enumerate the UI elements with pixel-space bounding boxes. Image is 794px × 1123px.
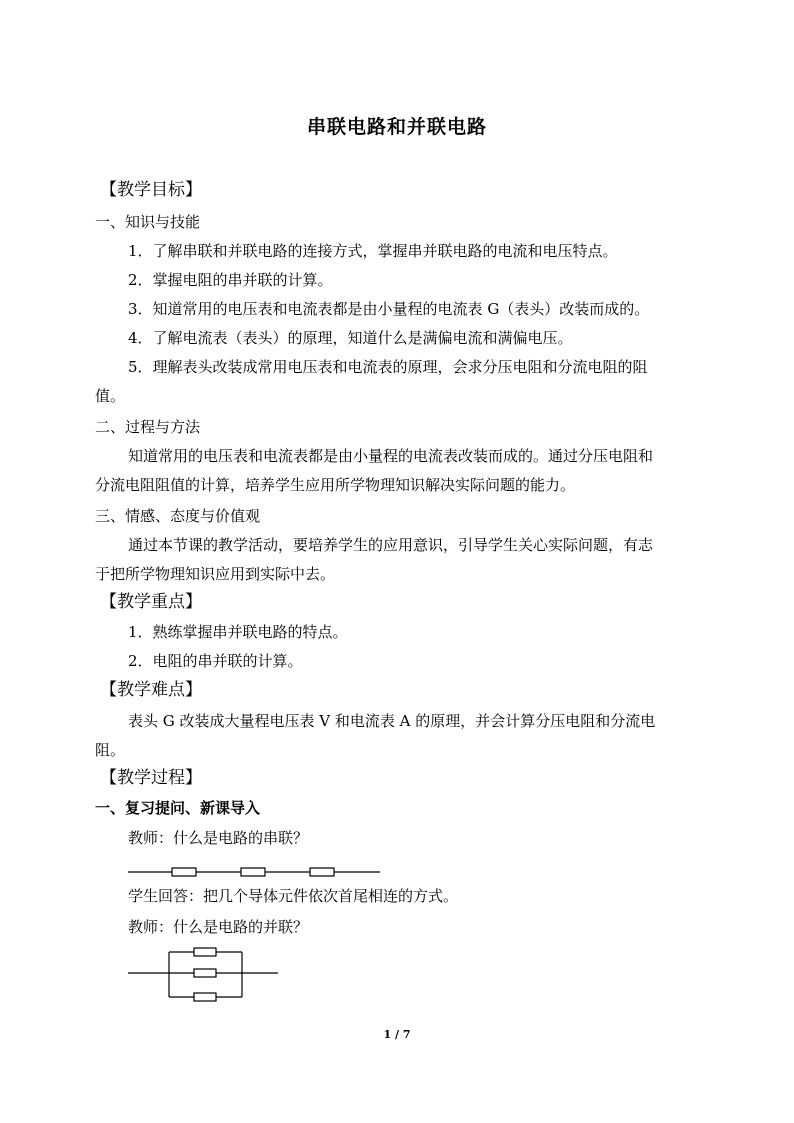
list-item: 1．了解串联和并联电路的连接方式，掌握串并联电路的电流和电压特点。 (128, 242, 618, 260)
resistor-middle (194, 969, 216, 977)
teacher-question: 教师：什么是电路的并联？ (128, 918, 309, 936)
resistor-2 (241, 868, 265, 876)
paragraph-line: 表头 G 改装成大量程电压表 V 和电流表 A 的原理，并会计算分压电阻和分流电 (128, 712, 656, 730)
subheading-process: 二、过程与方法 (95, 418, 201, 436)
list-item: 2．掌握电阻的串并联的计算。 (128, 271, 333, 289)
list-item: 4．了解电流表（表头）的原理，知道什么是满偏电流和满偏电压。 (128, 329, 573, 347)
list-item: 3．知道常用的电压表和电流表都是由小量程的电流表 G（表头）改装而成的。 (128, 300, 650, 318)
section-heading-difficulty: 【教学难点】 (100, 680, 202, 700)
resistor-top (194, 948, 216, 956)
subheading-review: 一、复习提问、新课导入 (95, 799, 261, 817)
list-item: 1．熟练掌握串并联电路的特点。 (128, 623, 348, 641)
series-circuit-diagram (128, 864, 384, 880)
paragraph-line: 于把所学物理知识应用到实际中去。 (95, 565, 336, 583)
paragraph-line: 分流电阻阻值的计算，培养学生应用所学物理知识解决实际问题的能力。 (95, 476, 576, 494)
list-item: 2．电阻的串并联的计算。 (128, 652, 303, 670)
student-answer: 学生回答：把几个导体元件依次首尾相连的方式。 (128, 887, 459, 905)
section-heading-goals: 【教学目标】 (100, 180, 202, 200)
page-title: 串联电路和并联电路 (306, 116, 487, 138)
list-item-continuation: 值。 (95, 387, 126, 405)
resistor-bottom (194, 993, 216, 1001)
resistor-3 (310, 868, 334, 876)
section-heading-procedure: 【教学过程】 (100, 768, 202, 788)
paragraph-line: 知道常用的电压表和电流表都是由小量程的电流表改装而成的。通过分压电阻和 (128, 447, 654, 465)
list-item: 5．理解表头改装成常用电压表和电流表的原理，会求分压电阻和分流电阻的阻 (128, 358, 648, 376)
parallel-circuit-diagram (128, 944, 280, 1002)
subheading-knowledge: 一、知识与技能 (95, 213, 201, 231)
paragraph-line: 阻。 (95, 741, 126, 759)
resistor-1 (172, 868, 196, 876)
teacher-question: 教师：什么是电路的串联？ (128, 829, 309, 847)
subheading-emotion: 三、情感、态度与价值观 (95, 507, 261, 525)
page-number: 1 / 7 (383, 1028, 411, 1041)
paragraph-line: 通过本节课的教学活动，要培养学生的应用意识，引导学生关心实际问题，有志 (128, 536, 654, 554)
section-heading-key: 【教学重点】 (100, 592, 202, 612)
